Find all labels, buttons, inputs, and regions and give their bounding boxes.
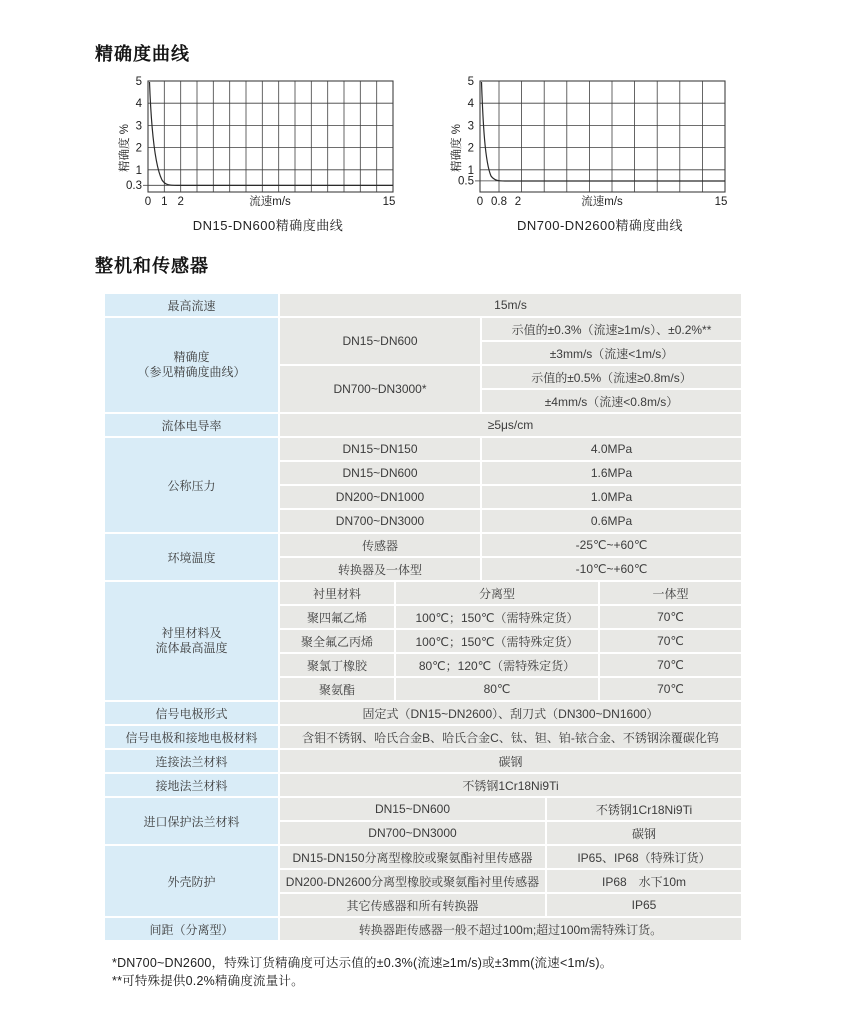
plot-frame — [148, 81, 393, 192]
row-label: 环境温度 — [105, 534, 278, 580]
vertical-gridlines — [164, 81, 376, 192]
spec-table — [103, 292, 743, 942]
cell-range: DN15~DN600 — [280, 318, 480, 364]
column-header: 分离型 — [396, 582, 598, 604]
cell-value: 70℃ — [600, 678, 741, 700]
table-row — [105, 750, 741, 772]
row-label: 最高流速 — [105, 294, 278, 316]
cell-value: 示值的±0.3%（流速≥1m/s）、±0.2%** — [482, 318, 741, 340]
table-row — [105, 726, 741, 748]
cell-value: 碳钢 — [547, 822, 741, 844]
x-tick-label: 0 — [476, 196, 484, 208]
cell-material: 聚氯丁橡胶 — [280, 654, 394, 676]
cell-material: 聚四氟乙烯 — [280, 606, 394, 628]
table-row — [105, 702, 741, 724]
cell-value: 含钼不锈钢、哈氏合金B、哈氏合金C、钛、钽、铂-铱合金、不锈钢涂覆碳化钨 — [280, 726, 741, 748]
chart-caption: DN700-DN2600精确度曲线 — [517, 218, 683, 233]
y-tick-label: 0.3 — [126, 180, 142, 192]
cell-value: IP68 水下10m — [547, 870, 741, 892]
x-tick-label: 2 — [514, 196, 522, 208]
x-tick-label: 1 — [161, 196, 168, 208]
cell-value: 不锈钢1Cr18Ni9Ti — [280, 774, 741, 796]
cell-value: 1.0MPa — [482, 486, 741, 508]
row-label-line2: （参见精确度曲线） — [137, 365, 246, 379]
accuracy-curve-chart-dn15-dn600 — [118, 74, 418, 234]
cell-range: DN700~DN3000 — [280, 510, 480, 532]
y-tick-label: 1 — [467, 164, 474, 177]
cell-value: IP65 — [547, 894, 741, 916]
cell-value: 100℃；150℃（需特殊定货） — [396, 606, 598, 628]
cell-range: DN15~DN600 — [280, 462, 480, 484]
section-title-specs: 整机和传感器 — [95, 256, 209, 276]
row-label-line1: 衬里材料及 — [161, 626, 222, 640]
accuracy-curve-chart-dn700-dn2600 — [450, 74, 750, 234]
table-row — [105, 798, 741, 820]
y-tick-label: 1 — [135, 164, 142, 177]
cell-value: 1.6MPa — [482, 462, 741, 484]
table-row — [105, 294, 741, 316]
y-tick-label: 4 — [135, 98, 142, 110]
y-tick-label: 2 — [135, 142, 142, 155]
cell-value: 70℃ — [600, 630, 741, 652]
cell-value: ±3mm/s（流速<1m/s） — [482, 342, 741, 364]
x-tick-label: 0.8 — [491, 196, 507, 208]
x-tick-label: 15 — [714, 196, 728, 208]
cell-material: 聚氨酯 — [280, 678, 394, 700]
horizontal-gridlines — [148, 103, 393, 185]
cell-item: 其它传感器和所有转换器 — [280, 894, 545, 916]
y-axis-title: 精确度 % — [119, 124, 131, 172]
cell-value: 不锈钢1Cr18Ni9Ti — [547, 798, 741, 820]
cell-value: 80℃ — [396, 678, 598, 700]
cell-value: 转换器距传感器一般不超过100m;超过100m需特殊订货。 — [280, 918, 741, 940]
chart-canvas — [118, 74, 418, 210]
plot-frame — [480, 81, 725, 192]
footnote-accuracy-option: **可特殊提供0.2%精确度流量计。 — [112, 974, 304, 988]
row-label: 外壳防护 — [105, 846, 278, 916]
x-tick-label: 2 — [177, 196, 184, 208]
x-axis-title: 流速m/s — [581, 196, 623, 208]
cell-value: 0.6MPa — [482, 510, 741, 532]
y-tick-label: 0.5 — [458, 175, 474, 188]
cell-range: DN700~DN3000* — [280, 366, 480, 412]
horizontal-gridlines — [480, 103, 725, 181]
chart-caption: DN15-DN600精确度曲线 — [192, 218, 344, 233]
x-tick-label: 0 — [144, 196, 152, 208]
table-row — [105, 774, 741, 796]
cell-range: DN200~DN1000 — [280, 486, 480, 508]
cell-value: 70℃ — [600, 606, 741, 628]
y-tick-label: 5 — [467, 76, 474, 88]
cell-value: 4.0MPa — [482, 438, 741, 460]
table-row — [105, 438, 741, 460]
cell-value: -25℃~+60℃ — [482, 534, 741, 556]
cell-range: DN700~DN3000 — [280, 822, 545, 844]
cell-value: 100℃；150℃（需特殊定货） — [396, 630, 598, 652]
table-row — [105, 414, 741, 436]
row-label: 信号电极形式 — [105, 702, 278, 724]
footnote-special-order: *DN700~DN2600，特殊订货精确度可达示值的±0.3%(流速≥1m/s)或±3mm(流速<1m/s)。 — [112, 956, 613, 970]
row-label — [105, 318, 278, 412]
table-row — [105, 582, 741, 604]
row-label: 信号电极和接地电极材料 — [105, 726, 278, 748]
column-header: 衬里材料 — [280, 582, 394, 604]
cell-value: 15m/s — [280, 294, 741, 316]
row-label: 进口保护法兰材料 — [105, 798, 278, 844]
cell-value: 70℃ — [600, 654, 741, 676]
table-row — [105, 918, 741, 940]
row-label: 公称压力 — [105, 438, 278, 532]
y-tick-label: 2 — [467, 142, 474, 155]
x-axis-title: 流速m/s — [249, 196, 291, 208]
y-axis-title: 精确度 % — [451, 124, 463, 172]
row-label: 间距（分离型） — [105, 918, 278, 940]
cell-value: -10℃~+60℃ — [482, 558, 741, 580]
y-tick-label: 5 — [135, 76, 142, 88]
cell-value: ≥5μs/cm — [280, 414, 741, 436]
table-row — [105, 534, 741, 556]
section-title-accuracy-curves: 精确度曲线 — [95, 44, 190, 64]
cell-item: 传感器 — [280, 534, 480, 556]
cell-value: 碳钢 — [280, 750, 741, 772]
vertical-gridlines — [499, 81, 702, 192]
cell-value: 固定式（DN15~DN2600）、刮刀式（DN300~DN1600） — [280, 702, 741, 724]
cell-item: DN15-DN150分离型橡胶或聚氨酯衬里传感器 — [280, 846, 545, 868]
cell-item: 转换器及一体型 — [280, 558, 480, 580]
cell-value: 80℃；120℃（需特殊定货） — [396, 654, 598, 676]
cell-range: DN15~DN600 — [280, 798, 545, 820]
y-tick-label: 3 — [467, 120, 474, 133]
chart-canvas — [450, 74, 750, 210]
table-row — [105, 846, 741, 868]
row-label — [105, 582, 278, 700]
accuracy-curve — [482, 82, 726, 181]
table-row — [105, 318, 741, 340]
cell-value: 示值的±0.5%（流速≥0.8m/s） — [482, 366, 741, 388]
row-label-line2: 流体最高温度 — [155, 641, 228, 655]
row-label-line1: 精确度 — [173, 350, 210, 364]
cell-value: IP65、IP68（特殊订货） — [547, 846, 741, 868]
y-tick-label: 4 — [467, 98, 474, 110]
row-label: 流体电导率 — [105, 414, 278, 436]
cell-range: DN15~DN150 — [280, 438, 480, 460]
x-tick-label: 15 — [382, 196, 396, 208]
row-label: 接地法兰材料 — [105, 774, 278, 796]
column-header: 一体型 — [600, 582, 741, 604]
cell-material: 聚全氟乙丙烯 — [280, 630, 394, 652]
cell-item: DN200-DN2600分离型橡胶或聚氨酯衬里传感器 — [280, 870, 545, 892]
cell-value: ±4mm/s（流速<0.8m/s） — [482, 390, 741, 412]
row-label: 连接法兰材料 — [105, 750, 278, 772]
y-tick-label: 3 — [135, 120, 142, 133]
